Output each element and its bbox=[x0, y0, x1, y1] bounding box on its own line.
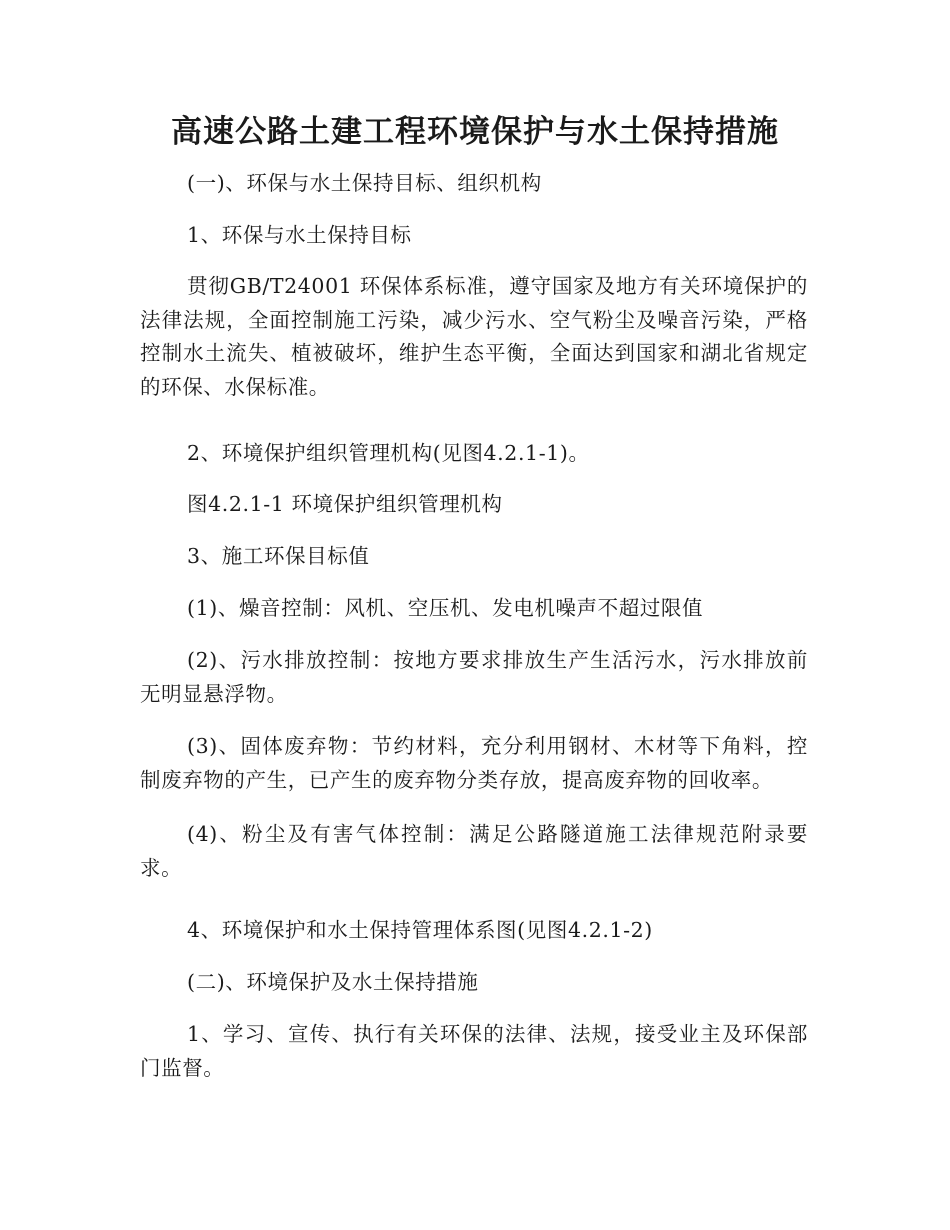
subsection-heading-1-2: 2、环境保护组织管理机构(见图4.2.1-1)。 bbox=[187, 441, 590, 465]
paragraph-law-compliance: 1、学习、宣传、执行有关环保的法律、法规，接受业主及环保部门监督。 bbox=[140, 1022, 808, 1080]
subsection-heading-1-4: 4、环境保护和水土保持管理体系图(见图4.2.1-2) bbox=[187, 918, 653, 942]
paragraph-target-description: 贯彻GB/T24001 环保体系标准，遵守国家及地方有关环境保护的法律法规，全面控制施工污染，减少污水、空气粉尘及噪音污染，严格控制水土流失、植被破坏，维护生态平衡，全面达到国家和湖北省规定的环保、水保标准。 bbox=[140, 274, 808, 399]
subsection-heading-1-3: 3、施工环保目标值 bbox=[187, 544, 370, 568]
section-heading-1: (一)、环保与水土保持目标、组织机构 bbox=[187, 171, 542, 195]
list-item-sewage-control: (2)、污水排放控制：按地方要求排放生产生活污水，污水排放前无明显悬浮物。 bbox=[140, 648, 808, 706]
document-title: 高速公路土建工程环境保护与水土保持措施 bbox=[171, 114, 779, 150]
list-item-dust-gas-control: (4)、粉尘及有害气体控制：满足公路隧道施工法律规范附录要求。 bbox=[140, 822, 808, 880]
list-item-solid-waste: (3)、固体废弃物：节约材料，充分利用钢材、木材等下角料，控制废弃物的产生，已产生的废弃物分类存放，提高废弃物的回收率。 bbox=[140, 734, 808, 792]
section-heading-2: (二)、环境保护及水土保持措施 bbox=[187, 970, 479, 994]
list-item-noise-control: (1)、燥音控制：风机、空压机、发电机噪声不超过限值 bbox=[187, 596, 704, 620]
figure-caption: 图4.2.1-1 环境保护组织管理机构 bbox=[187, 492, 503, 516]
subsection-heading-1-1: 1、环保与水土保持目标 bbox=[187, 223, 412, 247]
